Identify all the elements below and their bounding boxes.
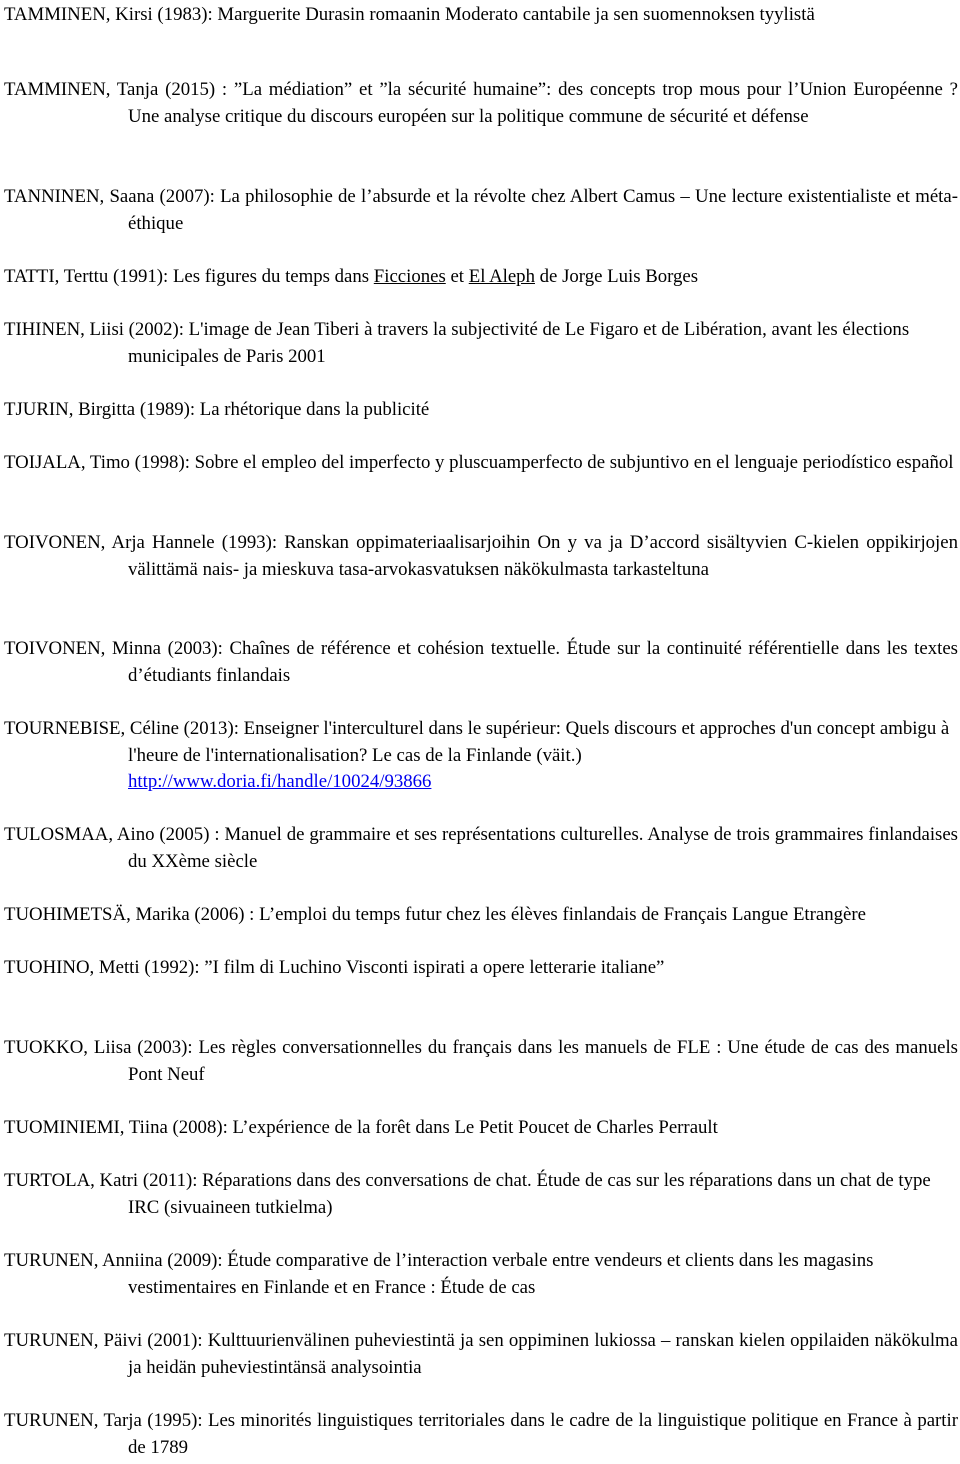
entry-text: TOURNEBISE, Céline (2013): Enseigner l'interculturel dans le supérieur: Quels discours et approches d'un concept ambigu à l'heure de l'internationalisation? Le cas de la Finlande (väit.) (4, 718, 950, 766)
bibliography-entry: TJURIN, Birgitta (1989): La rhétorique dans la publicité (4, 399, 430, 420)
bibliography-entry: TIHINEN, Liisi (2002): L'image de Jean Tiberi à travers la subjectivité de Le Figaro et de Libération, avant les élections municipales de Paris 2001 (4, 319, 910, 367)
work-title: Ficciones (373, 266, 446, 287)
bibliography-entry: TOIVONEN, Arja Hannele (1993): Ranskan oppimateriaalisarjoihin On y va ja D’accord sisältyvien C-kielen oppikirjojen välittämä nais- ja mieskuva tasa-arvokasvatuksen näkökulmasta tarkasteltuna (4, 532, 958, 580)
bibliography-entry: TUOHINO, Metti (1992): ”I film di Luchino Visconti ispirati a opere letterarie italiane” (4, 957, 665, 978)
bibliography-entry: TURUNEN, Anniina (2009): Étude comparative de l’interaction verbale entre vendeurs et clients dans les magasins vestimentaires en Finlande et en France : Étude de cas (4, 1250, 874, 1298)
bibliography-entry: TUOHIMETSÄ, Marika (2006) : L’emploi du temps futur chez les élèves finlandais de Français Langue Etrangère (4, 904, 866, 925)
bibliography-entry (4, 264, 958, 291)
bibliography-entry: TUOMINIEMI, Tiina (2008): L’expérience de la forêt dans Le Petit Poucet de Charles Perrault (4, 1117, 718, 1138)
bibliography-entry: TAMMINEN, Kirsi (1983): Marguerite Durasin romaanin Moderato cantabile ja sen suomennoksen tyylistä (4, 4, 815, 25)
bibliography-entry: TOIVONEN, Minna (2003): Chaînes de référence et cohésion textuelle. Étude sur la continuité référentielle dans les textes d’étudiants finlandais (4, 638, 958, 686)
entry-text: et (445, 266, 469, 287)
bibliography-entry: TURTOLA, Katri (2011): Réparations dans des conversations de chat. Étude de cas sur les réparations dans un chat de type IRC (sivuaineen tutkielma) (4, 1170, 931, 1218)
handle-link[interactable]: http://www.doria.fi/handle/10024/93866 (128, 771, 432, 792)
bibliography-entry: TURUNEN, Tarja (1995): Les minorités linguistiques territoriales dans le cadre de la linguistique politique en France à partir de 1789 (4, 1410, 958, 1458)
bibliography-entry: TURUNEN, Päivi (2001): Kulttuurienvälinen puheviestintä ja sen oppiminen lukiossa – ranskan kielen oppilaiden näkökulma ja heidän puheviestintänsä analysointia (4, 1330, 958, 1378)
bibliography-entry: TOIJALA, Timo (1998): Sobre el empleo del imperfecto y pluscuamperfecto de subjuntivo en el lenguaje periodístico español (4, 452, 954, 473)
bibliography-entry (4, 716, 958, 796)
bibliography-entry: TANNINEN, Saana (2007): La philosophie de l’absurde et la révolte chez Albert Camus – Une lecture existentialiste et méta-éthique (4, 186, 958, 234)
bibliography-entry: TULOSMAA, Aino (2005) : Manuel de grammaire et ses représentations culturelles. Analyse de trois grammaires finlandaises du XXème siècle (4, 824, 958, 872)
bibliography-entry: TUOKKO, Liisa (2003): Les règles conversationnelles du français dans les manuels de FLE : Une étude de cas des manuels Pont Neuf (4, 1037, 958, 1085)
entry-text: TATTI, Terttu (1991): Les figures du temps dans (4, 266, 374, 287)
bibliography-entry: TAMMINEN, Tanja (2015) : ”La médiation” et ”la sécurité humaine”: des concepts trop mous pour l’Union Européenne ? Une analyse critique du discours européen sur la politique commune de sécurité et défense (4, 79, 958, 127)
entry-text: de Jorge Luis Borges (534, 266, 699, 287)
work-title: El Aleph (468, 266, 535, 287)
